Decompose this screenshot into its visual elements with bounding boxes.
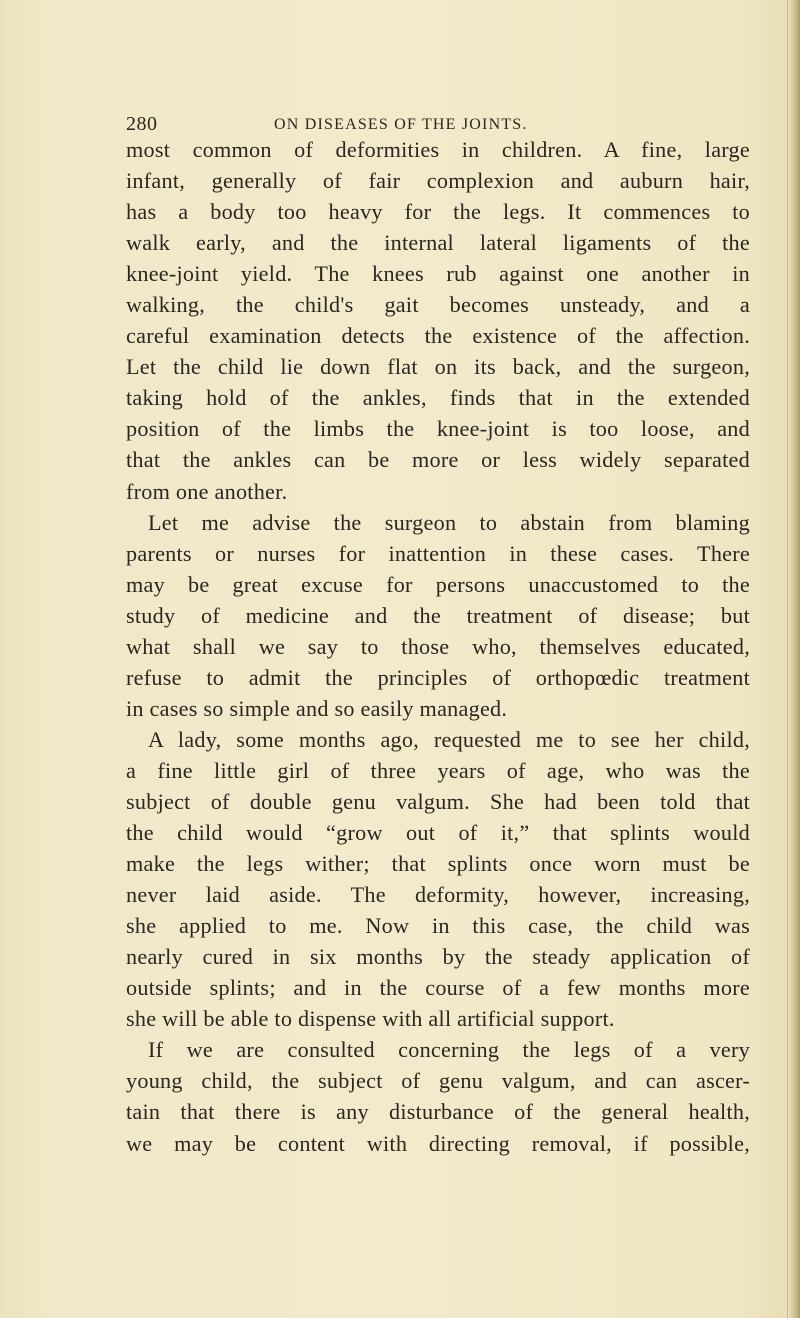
text-line: walking, the child's gait becomes unsteady, and a xyxy=(126,292,750,318)
body-text xyxy=(126,134,750,1159)
text-line: knee-joint yield. The knees rub against one another in xyxy=(126,261,750,287)
text-line: parents or nurses for inattention in these cases. There xyxy=(126,540,750,566)
text-line: the child would “grow out of it,” that splints would xyxy=(126,820,750,846)
text-line: position of the limbs the knee-joint is too loose, and xyxy=(126,416,750,442)
text-line: infant, generally of fair complexion and auburn hair, xyxy=(126,168,750,194)
text-line: A lady, some months ago, requested me to see her child, xyxy=(148,726,750,752)
page-edge xyxy=(790,0,800,1318)
text-line: Let me advise the surgeon to abstain from blaming xyxy=(148,509,750,535)
text-line: young child, the subject of genu valgum, and can ascer- xyxy=(126,1068,750,1094)
text-line: careful examination detects the existence of the affection. xyxy=(126,323,750,349)
text-line: from one another. xyxy=(126,478,288,504)
text-line: what shall we say to those who, themselves educated, xyxy=(126,633,750,659)
running-head: ON DISEASES OF THE JOINTS. xyxy=(274,116,528,133)
text-line: If we are consulted concerning the legs of a very xyxy=(148,1037,750,1063)
text-line: Let the child lie down flat on its back, and the surgeon, xyxy=(126,354,750,380)
text-line: study of medicine and the treatment of disease; but xyxy=(126,602,750,628)
text-line: that the ankles can be more or less widely separated xyxy=(126,447,750,473)
text-line: may be great excuse for persons unaccustomed to the xyxy=(126,571,750,597)
text-line: walk early, and the internal lateral ligaments of the xyxy=(126,230,750,256)
text-line: refuse to admit the principles of orthopœdic treatment xyxy=(126,664,750,690)
text-line: subject of double genu valgum. She had been told that xyxy=(126,788,750,814)
text-line: make the legs wither; that splints once worn must be xyxy=(126,851,750,877)
page-number: 280 xyxy=(126,113,158,135)
text-line: nearly cured in six months by the steady application of xyxy=(126,944,750,970)
text-line: a fine little girl of three years of age, who was the xyxy=(126,757,750,783)
text-line: most common of deformities in children. A fine, large xyxy=(126,137,750,162)
text-line: never laid aside. The deformity, however, increasing, xyxy=(126,882,750,908)
text-line: she will be able to dispense with all artificial support. xyxy=(126,1006,615,1032)
text-line: we may be content with directing removal, if possible, xyxy=(126,1130,750,1156)
text-line: taking hold of the ankles, finds that in the extended xyxy=(126,385,750,411)
text-line: tain that there is any disturbance of the general health, xyxy=(126,1099,750,1125)
text-line: she applied to me. Now in this case, the child was xyxy=(126,913,750,939)
text-line: has a body too heavy for the legs. It commences to xyxy=(126,199,750,225)
page-edge-line xyxy=(787,0,788,1318)
text-line: outside splints; and in the course of a few months more xyxy=(126,975,750,1001)
text-line: in cases so simple and so easily managed. xyxy=(126,695,508,721)
